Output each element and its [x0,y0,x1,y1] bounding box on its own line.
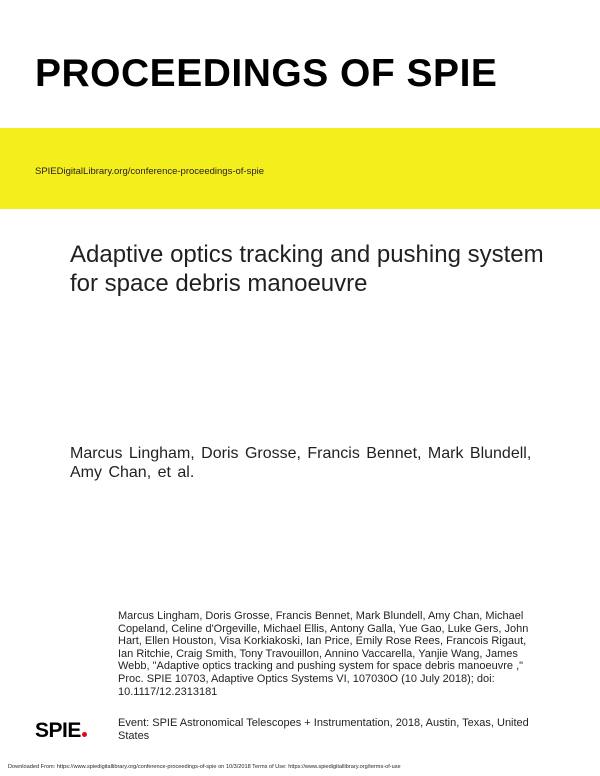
spie-logo [35,719,87,743]
spie-logo-text: SPIE [35,719,81,742]
digital-library-link[interactable]: SPIEDigitalLibrary.org/conference-proceedings-of-spie [35,166,264,177]
header-band [0,0,600,128]
proceedings-masthead: PROCEEDINGS OF SPIE [35,52,498,95]
citation-block: Marcus Lingham, Doris Grosse, Francis Bennet, Mark Blundell, Amy Chan, Michael Copeland, Celine d'Orgeville, Michael Ellis, Antony Galla, Yue Gao, Luke Gers, John Hart, Ellen Houston, Visa Korkiakoski, Ian Price, Emily Rose Rees, Francois Rigaut, Ian Ritchie, Craig Smith, Tony Travouillon, Annino Vaccarella, Yanjie Wang, James Webb, "Adaptive optics tracking and pushing system for space debris manoeuvre ," Proc. SPIE 10703, Adaptive Optics Systems VI, 107030O (10 July 2018); doi: 10.1117/12.2313181 [118,610,529,698]
event-info: Event: SPIE Astronomical Telescopes + Instrumentation, 2018, Austin, Texas, United States [118,717,529,742]
spie-logo-dot-icon [82,732,87,737]
author-list: Marcus Lingham, Doris Grosse, Francis Bennet, Mark Blundell, Amy Chan, et al. [70,445,532,481]
download-footer: Downloaded From: https://www.spiedigitallibrary.org/conference-proceedings-of-spie on 10/3/2018 Terms of Use: https://www.spiedigitallibrary.org/terms-of-use [8,764,401,770]
paper-title: Adaptive optics tracking and pushing system for space debris manoeuvre [70,241,544,297]
